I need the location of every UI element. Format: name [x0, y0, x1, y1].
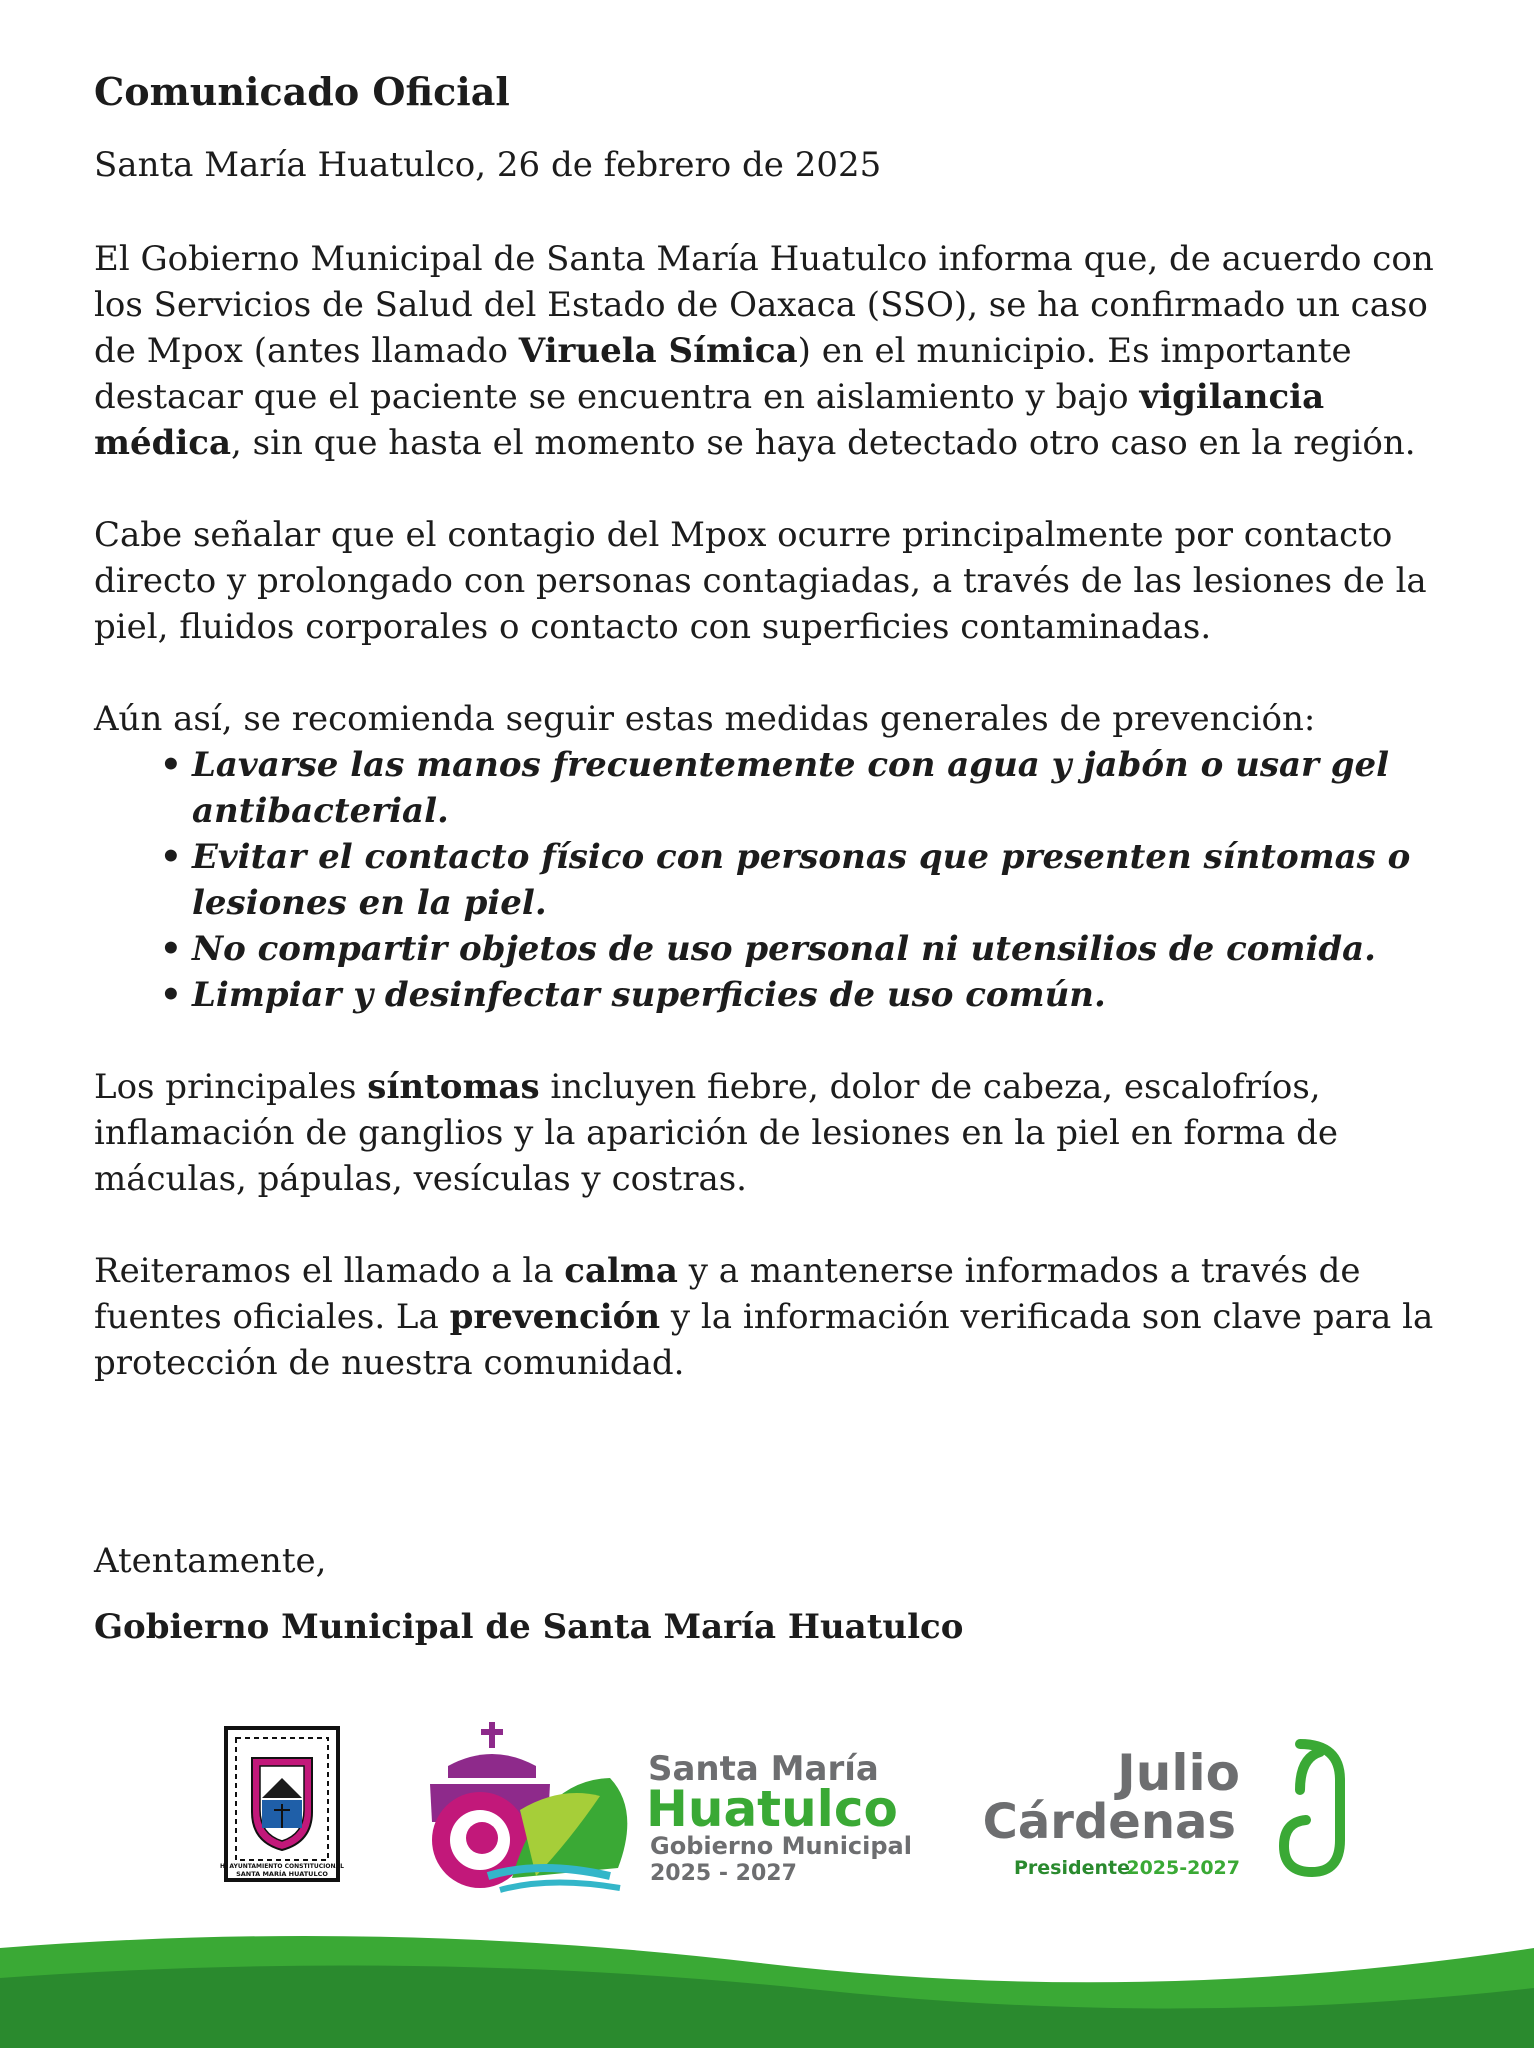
bullet: •	[160, 745, 182, 785]
seal-caption-1: H. AYUNTAMIENTO CONSTITUCIONAL	[220, 1863, 344, 1870]
huatulco-line3: Gobierno Municipal	[650, 1832, 912, 1860]
document-title: Comunicado Oficial	[94, 69, 510, 114]
huatulco-line1: Santa María	[648, 1749, 879, 1789]
document-date: Santa María Huatulco, 26 de febrero de 2025	[94, 145, 882, 185]
p1-text-1: El Gobierno Municipal de Santa María Huatulco informa que, de acuerdo con los Servicios de Salud del Estado de Oaxaca (SSO), se ha confirmado un caso de Mpox (antes llamado	[94, 239, 1434, 371]
signature-block	[94, 1538, 963, 1650]
paragraph-transmission: Cabe señalar que el contagio del Mpox ocurre principalmente por contacto directo y prolongado con personas contagiadas, a través de las lesiones de la piel, fluidos corporales o contacto con superficies contaminadas.	[94, 515, 1427, 647]
p1-bold-1: Viruela Símica	[518, 331, 798, 371]
p4-text-3: y la información verificada son clave para la protección de nuestra comunidad.	[94, 1297, 1434, 1383]
measure-text: Limpiar y desinfectar superficies de uso común.	[192, 975, 1106, 1015]
closing: Atentamente,	[94, 1541, 327, 1581]
huatulco-line4: 2025 - 2027	[650, 1861, 797, 1886]
list-item	[150, 834, 1474, 926]
list-item	[150, 972, 1474, 1018]
logos-row	[0, 1700, 1534, 1900]
paragraph-case-confirmation	[94, 236, 1474, 466]
seal-caption-2: SANTA MARÍA HUATULCO	[236, 1870, 328, 1878]
measure-text: Evitar el contacto físico con personas que presenten síntomas o lesiones en la piel.	[192, 837, 1411, 923]
julio-line1: Julio	[1117, 1744, 1240, 1802]
measure-text: Lavarse las manos frecuentemente con agua y jabón o usar gel antibacterial.	[192, 745, 1390, 831]
p4-bold-1: calma	[564, 1251, 678, 1291]
list-item	[150, 926, 1474, 972]
p4-text-1: Reiteramos el llamado a la	[94, 1251, 565, 1291]
measures-intro: Aún así, se recomienda seguir estas medidas generales de prevención:	[94, 699, 1316, 739]
bullet: •	[160, 929, 182, 969]
huatulco-line2: Huatulco	[646, 1780, 898, 1838]
p4-text-2: y a mantenerse informados a través de fuentes oficiales. La	[94, 1251, 1361, 1337]
julio-role: Presidente	[1014, 1857, 1130, 1879]
p1-bold-2: vigilancia médica	[94, 377, 1325, 463]
bullet: •	[160, 975, 182, 1015]
p1-text-3: , sin que hasta el momento se haya detectado otro caso en la región.	[231, 423, 1416, 463]
footer-wave	[0, 1908, 1534, 2048]
p4-bold-2: prevención	[449, 1297, 661, 1337]
bullet: •	[160, 837, 182, 877]
paragraph-calm	[94, 1248, 1474, 1386]
communique	[94, 68, 1474, 1432]
municipal-seal-logo	[220, 1728, 344, 1880]
signature-org: Gobierno Municipal de Santa María Huatulco	[94, 1607, 964, 1647]
p1-text-2: ) en el municipio. Es importante destacar que el paciente se encuentra en aislamiento y bajo	[94, 331, 1352, 417]
p3-text-2: incluyen fiebre, dolor de cabeza, escalofríos, inflamación de ganglios y la aparición de lesiones en la piel en forma de máculas, pápulas, vesículas y costras.	[94, 1067, 1338, 1199]
julio-line2: Cárdenas	[982, 1794, 1236, 1850]
p3-bold-1: síntomas	[367, 1067, 540, 1107]
jc-monogram-logo	[1284, 1744, 1340, 1872]
measure-text: No compartir objetos de uso personal ni utensilios de comida.	[192, 929, 1376, 969]
p3-text-1: Los principales	[94, 1067, 368, 1107]
julio-years: 2025-2027	[1126, 1857, 1240, 1879]
prevention-measures-list	[94, 742, 1474, 1018]
huatulco-emblem-logo	[430, 1722, 627, 1890]
paragraph-symptoms	[94, 1064, 1474, 1202]
list-item	[150, 742, 1474, 834]
